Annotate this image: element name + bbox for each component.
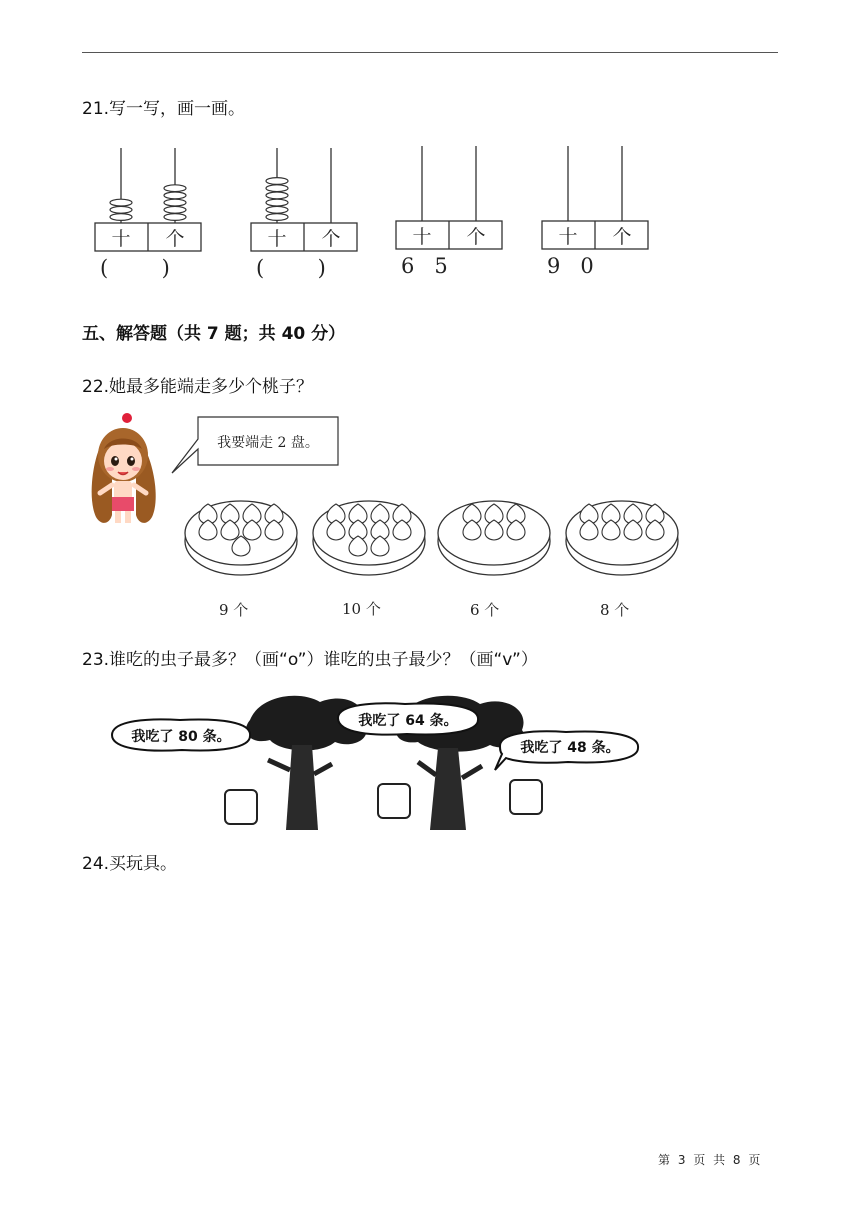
tens-label: 十 [412, 226, 432, 248]
question-22-title: 22.她最多能端走多少个桃子？ [82, 377, 314, 397]
bubble-64-text: 我吃了 64 条。 [358, 713, 458, 729]
plate-caption: 6 个 [470, 601, 500, 619]
header-rule [82, 52, 778, 53]
abacus-4 [541, 146, 649, 276]
abacus-answer: 9 0 [547, 254, 594, 278]
ones-label: 个 [321, 228, 341, 250]
plate-caption: 10 个 [342, 600, 381, 618]
question-21-title: 21.写一写，画一画。 [82, 99, 246, 119]
abacus-answer: ( ) [256, 256, 326, 280]
speech-bubble [172, 417, 338, 473]
section-5-heading: 五、解答题（共 7 题；共 40 分） [82, 324, 346, 344]
tens-label: 十 [111, 228, 131, 250]
bubble-48-text: 我吃了 48 条。 [520, 740, 620, 756]
ones-label: 个 [612, 226, 632, 248]
abacus-bead [266, 199, 288, 206]
abacus-bead [266, 178, 288, 185]
abacus-drawing [94, 148, 202, 253]
abacus-drawing [250, 148, 358, 253]
speech-bubble-text: 我要端走 2 盘。 [217, 435, 319, 451]
question-23-title: 23.谁吃的虫子最多？（画“o”）谁吃的虫子最少？（画“v”） [82, 650, 538, 670]
bubble-80 [112, 719, 250, 750]
bird-tree-figure [100, 690, 690, 835]
peach-plate-1 [185, 501, 297, 575]
bubble-48 [495, 731, 638, 770]
abacus-1 [94, 148, 202, 278]
tens-label: 十 [267, 228, 287, 250]
peach-figure [82, 405, 682, 630]
ones-label: 个 [165, 228, 185, 250]
page-footer: 第 3 页 共 8 页 [658, 1153, 761, 1167]
abacus-answer: 6 5 [401, 254, 448, 278]
abacus-3 [395, 146, 503, 276]
abacus-bead [164, 199, 186, 206]
abacus-2 [250, 148, 358, 278]
abacus-answer: ( ) [100, 256, 170, 280]
abacus-bead [266, 185, 288, 192]
abacus-drawing [395, 146, 503, 251]
answer-box-2[interactable] [378, 784, 410, 818]
bubble-64 [338, 703, 478, 734]
abacus-bead [164, 185, 186, 192]
abacus-bead [164, 206, 186, 213]
abacus-bead [266, 206, 288, 213]
girl-illustration [92, 413, 156, 523]
plates-group [185, 501, 678, 575]
abacus-drawing [541, 146, 649, 251]
plate-caption: 8 个 [600, 601, 630, 619]
peach-figure-svg [82, 405, 682, 630]
abacus-bead [164, 192, 186, 199]
answer-box-1[interactable] [225, 790, 257, 824]
tens-label: 十 [558, 226, 578, 248]
ones-label: 个 [466, 226, 486, 248]
answer-box-3[interactable] [510, 780, 542, 814]
abacus-bead [110, 206, 132, 213]
peach-plate-4 [566, 501, 678, 575]
question-24-title: 24.买玩具。 [82, 854, 178, 874]
abacus-bead [266, 214, 288, 221]
bubble-80-text: 我吃了 80 条。 [131, 729, 231, 745]
abacus-bead [110, 199, 132, 206]
abacus-bead [266, 192, 288, 199]
peach-plate-2 [313, 501, 425, 575]
bird-tree-svg [100, 690, 690, 835]
plate-caption: 9 个 [219, 601, 249, 619]
abacus-bead [110, 214, 132, 221]
peach-plate-3 [438, 501, 550, 575]
abacus-bead [164, 214, 186, 221]
